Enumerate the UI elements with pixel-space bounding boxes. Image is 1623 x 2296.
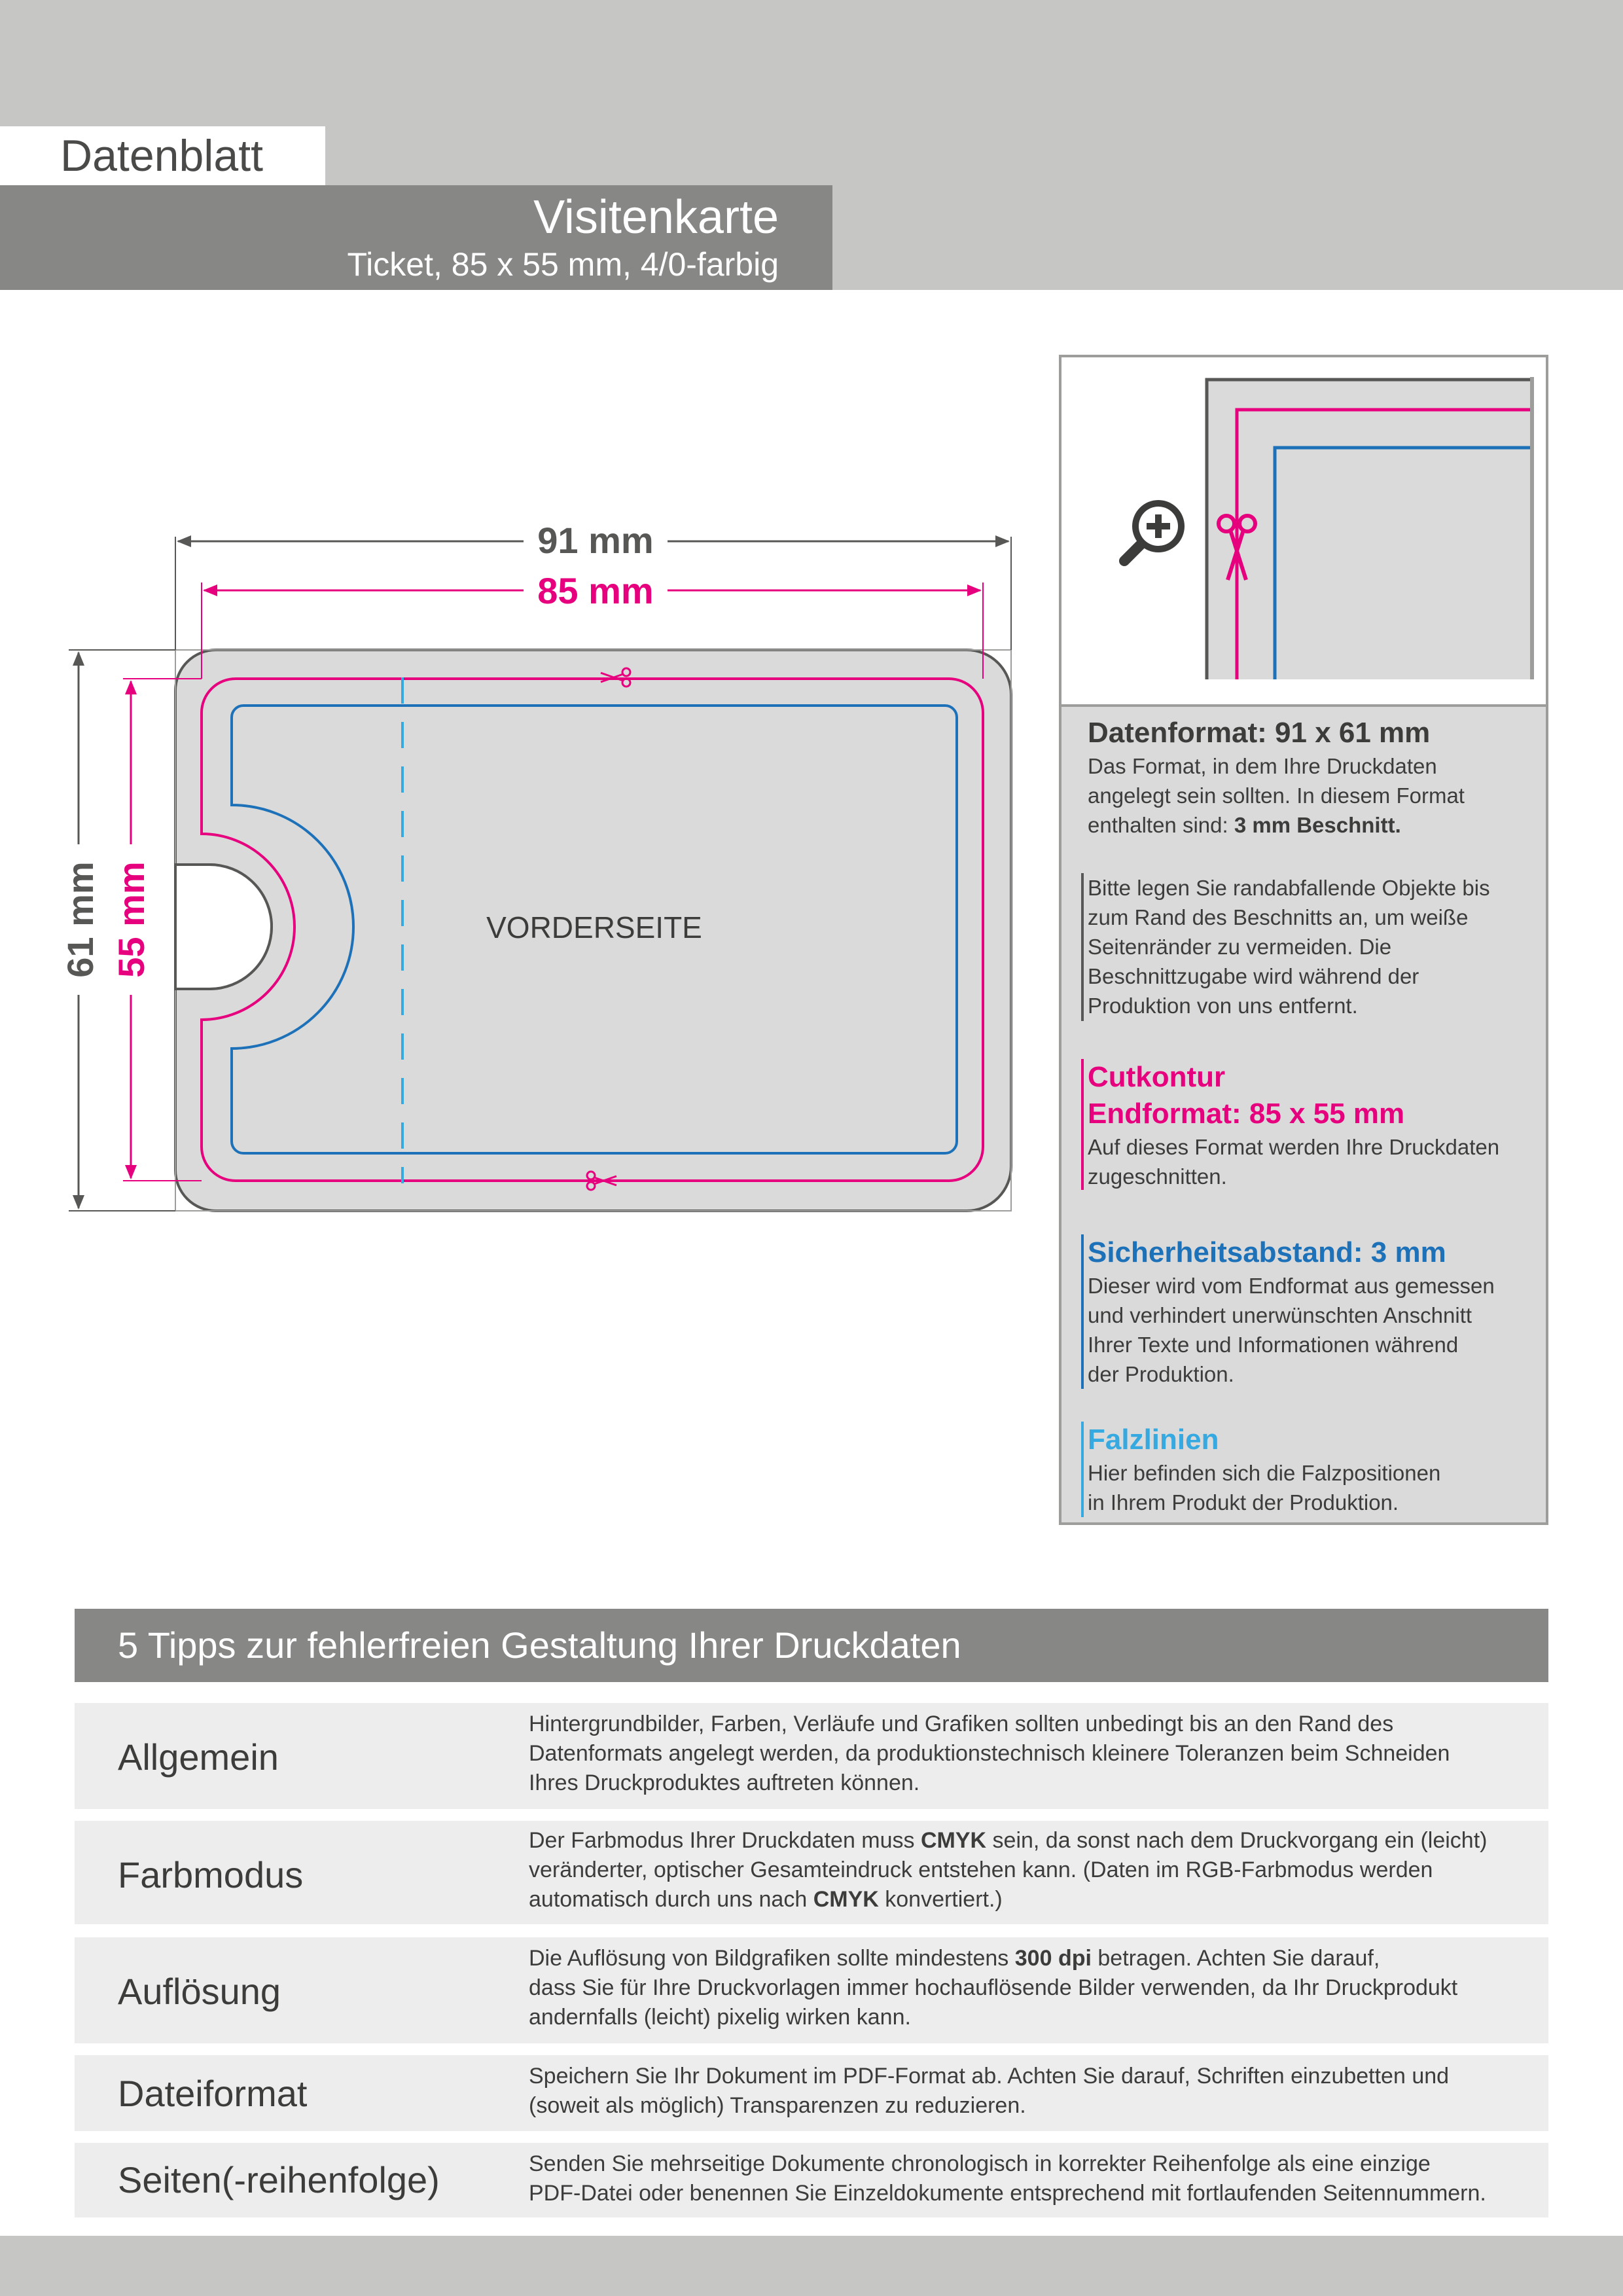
safety-title: Sicherheitsabstand: 3 mm (1088, 1236, 1446, 1268)
tip-text: Der Farbmodus Ihrer Druckdaten muss CMYK sein, da sonst nach dem Druckvorgang ein (leicht) veränderter, optischer Gesamteindruck entstehen kann. (Daten im RGB-Farbmodus werden automatisch durch uns nach CMYK konvertiert.) (529, 1828, 1488, 1912)
bleed-line: Produktion von uns entfernt. (1088, 994, 1358, 1018)
safety-line: Dieser wird vom Endformat aus gemessen (1088, 1274, 1495, 1298)
cut-line: zugeschnitten. (1088, 1164, 1227, 1189)
tip-label: Auflösung (118, 1971, 281, 2012)
dim-61-label: 61 mm (60, 861, 101, 978)
section-cutkontur (1088, 1059, 1533, 1191)
tip-row-farbmodus (75, 1821, 1548, 1924)
cut-title: Cutkontur (1088, 1061, 1226, 1093)
safety-line: der Produktion. (1088, 1362, 1234, 1386)
section-sicherheitsabstand (1088, 1234, 1533, 1389)
product-subtitle: Ticket, 85 x 55 mm, 4/0-farbig (347, 246, 779, 283)
bleed-line: zum Rand des Beschnitts an, um weiße (1088, 905, 1469, 929)
tip-row-dateiformat (75, 2055, 1548, 2131)
tip-text: Hintergrundbilder, Farben, Verläufe und Grafiken sollten unbedingt bis an den Rand des Datenformats angelegt werden, da produktionstechnisch kleinere Toleranzen beim Schneiden Ihres Druckproduktes auftreten können. (529, 1712, 1450, 1795)
datenformat-line: Das Format, in dem Ihre Druckdaten (1088, 754, 1437, 778)
footer-band (0, 2236, 1623, 2296)
zoom-in-icon (1124, 500, 1185, 561)
side-label: VORDERSEITE (486, 910, 702, 944)
info-panel (1059, 355, 1548, 1525)
zoom-detail (1061, 357, 1546, 707)
format-diagram (0, 327, 1060, 1257)
tip-row-seiten (75, 2143, 1548, 2217)
tip-text: Die Auflösung von Bildgrafiken sollte mindestens 300 dpi betragen. Achten Sie darauf, dass Sie für Ihre Druckvorlagen immer hochauflösende Bilder verwenden, da Ihr Druckprodukt andernfalls (leicht) pixelig wirken kann. (529, 1946, 1458, 2030)
section-falzlinien (1088, 1422, 1533, 1517)
cut-subtitle: Endformat: 85 x 55 mm (1088, 1098, 1405, 1130)
datasheet-label: Datenblatt (0, 126, 325, 185)
section-datenformat (1088, 715, 1533, 840)
dim-85-label: 85 mm (537, 570, 654, 611)
section-bleed-note (1088, 873, 1533, 1020)
safety-line: Ihrer Texte und Informationen während (1088, 1333, 1459, 1357)
safety-line: und verhindert unerwünschten Anschnitt (1088, 1303, 1472, 1327)
product-title: Visitenkarte (533, 191, 779, 243)
cut-line: Auf dieses Format werden Ihre Druckdaten (1088, 1135, 1500, 1159)
tip-text: Speichern Sie Ihr Dokument im PDF-Format ab. Achten Sie darauf, Schriften einzubetten und (soweit als möglich) Transparenzen zu reduzieren. (529, 2064, 1450, 2118)
tip-label: Farbmodus (118, 1854, 304, 1895)
tip-row-aufloesung (75, 1937, 1548, 2043)
fold-title: Falzlinien (1088, 1424, 1219, 1456)
tip-label: Allgemein (118, 1736, 279, 1778)
bleed-line: Bitte legen Sie randabfallende Objekte bis (1088, 876, 1490, 900)
fold-line: Hier befinden sich die Falzpositionen (1088, 1461, 1441, 1485)
dim-55-label: 55 mm (111, 861, 152, 978)
tip-label: Seiten(-reihenfolge) (118, 2159, 440, 2200)
bleed-line: Seitenränder zu vermeiden. Die (1088, 935, 1392, 959)
tip-text: Senden Sie mehrseitige Dokumente chronologisch in korrekter Reihenfolge als eine einzige PDF-Datei oder benennen Sie Einzeldokumente entsprechend mit fortlaufenden Seitennummern. (529, 2151, 1486, 2206)
bleed-line: Beschnittzugabe wird während der (1088, 964, 1419, 988)
tip-row-allgemein (75, 1703, 1548, 1809)
dim-91-label: 91 mm (537, 520, 654, 561)
fold-line: in Ihrem Produkt der Produktion. (1088, 1490, 1399, 1515)
datenformat-title: Datenformat: 91 x 61 mm (1088, 717, 1431, 749)
title-box (0, 185, 832, 290)
datenformat-line: angelegt sein sollten. In diesem Format (1088, 783, 1465, 808)
datenformat-line: enthalten sind: 3 mm Beschnitt. (1088, 813, 1401, 837)
tips-heading: 5 Tipps zur fehlerfreien Gestaltung Ihrer Druckdaten (75, 1609, 1548, 1682)
tip-label: Dateiformat (118, 2073, 308, 2114)
